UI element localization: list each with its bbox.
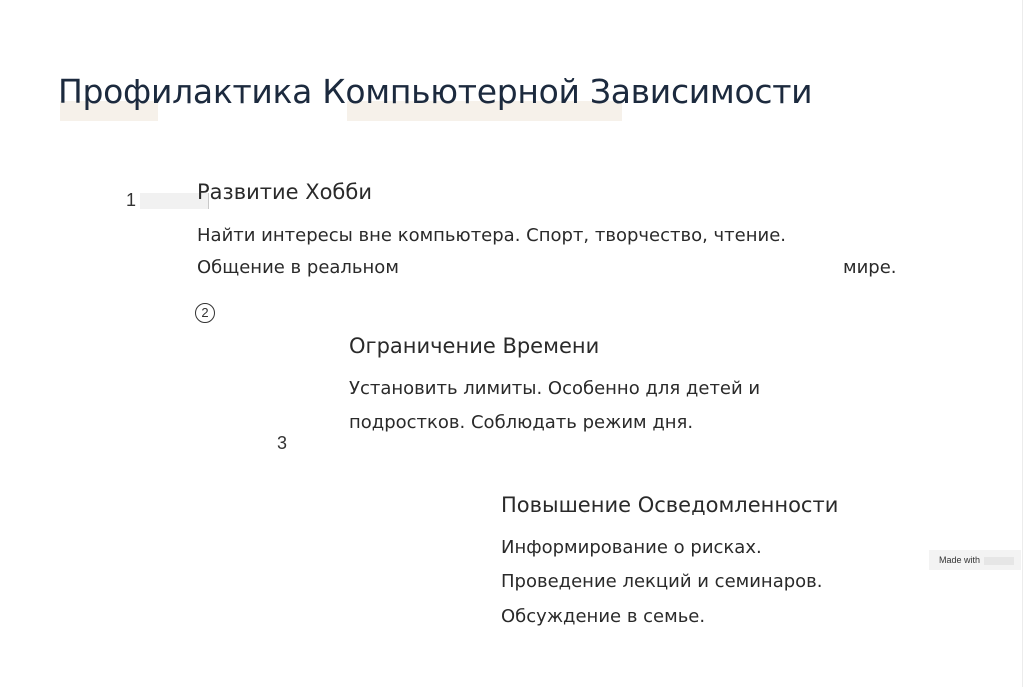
slide-title: Профилактика Компьютерной Зависимости bbox=[58, 72, 813, 111]
step-3-line-1: Информирование о рисках. bbox=[501, 537, 762, 558]
step-3-line-3: Обсуждение в семье. bbox=[501, 606, 706, 627]
step-1-heading: Развитие Хобби bbox=[197, 180, 372, 204]
step-3-heading: Повышение Осведомленности bbox=[501, 493, 839, 517]
step-2-number: 2 bbox=[195, 303, 215, 323]
logo-icon bbox=[984, 557, 1014, 565]
step-1-number: 1 bbox=[126, 190, 137, 210]
made-with-label: Made with bbox=[939, 555, 981, 565]
step-2-line-1: Установить лимиты. Особенно для детей и bbox=[349, 378, 761, 399]
step-2-line-2: подростков. Соблюдать режим дня. bbox=[349, 412, 694, 433]
step-3-line-2: Проведение лекций и семинаров. bbox=[501, 571, 823, 592]
step-1-line-1: Найти интересы вне компьютера. Спорт, творчество, чтение. bbox=[197, 225, 786, 246]
made-with-badge[interactable] bbox=[929, 550, 1021, 570]
step-1-line-2: Общение в реальном bbox=[197, 257, 399, 278]
step-2-heading: Ограничение Времени bbox=[349, 334, 600, 358]
step-3-number: 3 bbox=[277, 433, 288, 453]
step-1-line-3: мире. bbox=[843, 257, 897, 278]
right-edge-line bbox=[1022, 0, 1023, 687]
